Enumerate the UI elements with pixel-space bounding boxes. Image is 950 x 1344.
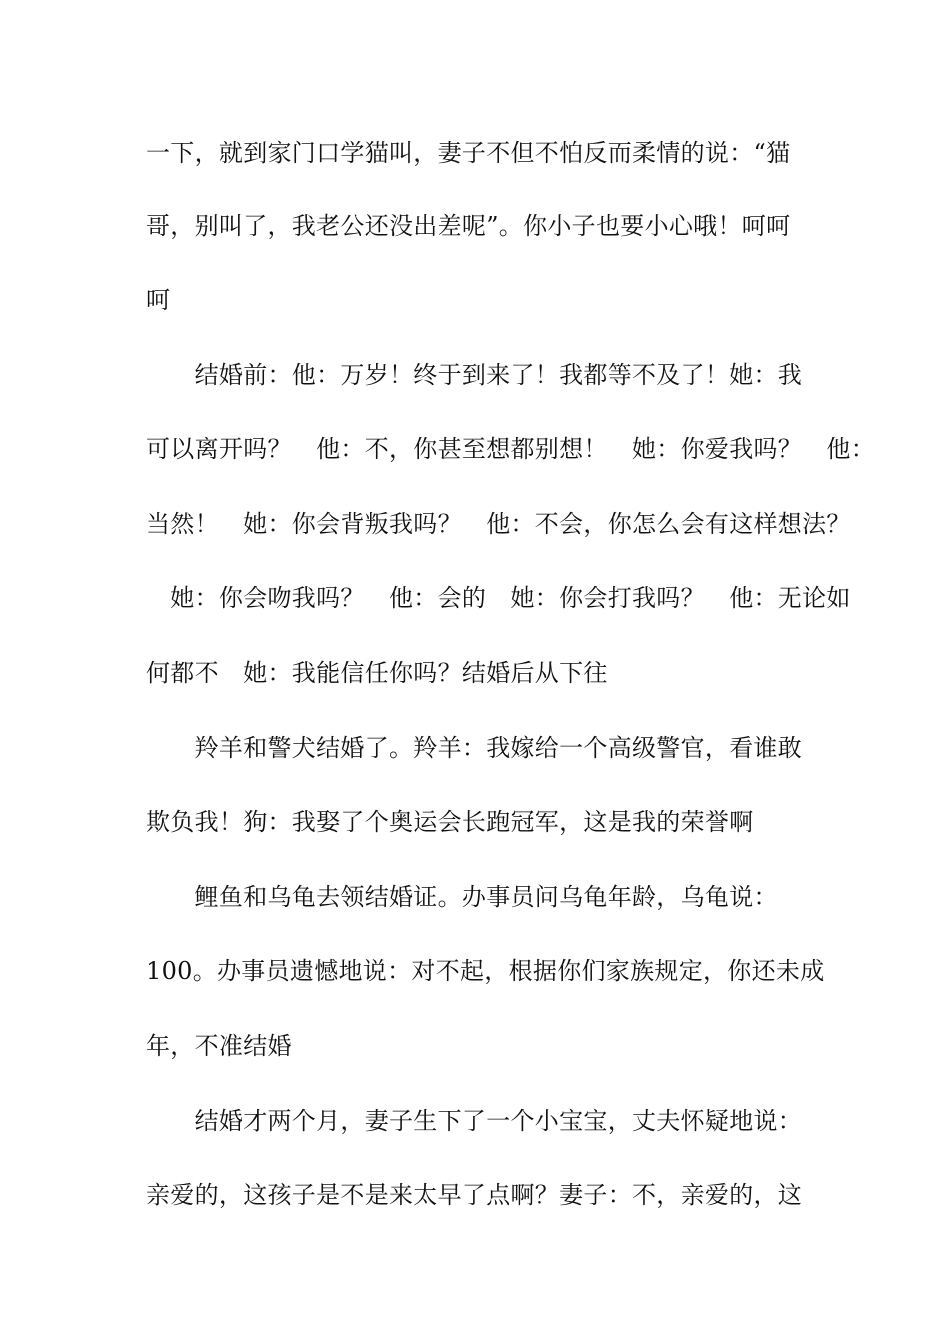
text-line: 100。办事员遗憾地说：对不起，根据你们家族规定，你还未成 [146, 957, 825, 985]
text-line: 年，不准结婚 [146, 1032, 292, 1060]
text-line: 何都不 她：我能信任你吗？结婚后从下往 [146, 659, 608, 687]
text-line: 一下，就到家门口学猫叫，妻子不但不怕反而柔情的说：“猫 [146, 139, 791, 167]
text-line: 呵 [146, 286, 171, 314]
text-line: 欺负我！狗：我娶了个奥运会长跑冠军，这是我的荣誉啊 [146, 808, 754, 836]
text-line: 她：你会吻我吗？ 他：会的 她：你会打我吗？ 他：无论如 [146, 584, 851, 612]
text-line: 鲤鱼和乌龟去领结婚证。办事员问乌龟年龄，乌龟说： [146, 883, 778, 911]
text-line: 羚羊和警犬结婚了。羚羊：我嫁给一个高级警官，看谁敢 [146, 734, 803, 762]
text-line: 亲爱的，这孩子是不是来太早了点啊？妻子：不，亲爱的，这 [146, 1181, 803, 1209]
text-line: 结婚才两个月，妻子生下了一个小宝宝，丈夫怀疑地说： [146, 1107, 803, 1135]
text-line: 可以离开吗？ 他：不，你甚至想都别想！ 她：你爱我吗？ 他： [146, 435, 875, 463]
text-line: 结婚前：他：万岁！终于到来了！我都等不及了！她：我 [146, 361, 803, 389]
text-line: 哥，别叫了，我老公还没出差呢”。你小子也要小心哦！呵呵 [146, 212, 791, 240]
text-line: 当然！ 她：你会背叛我吗？ 他：不会，你怎么会有这样想法？ [146, 510, 851, 538]
